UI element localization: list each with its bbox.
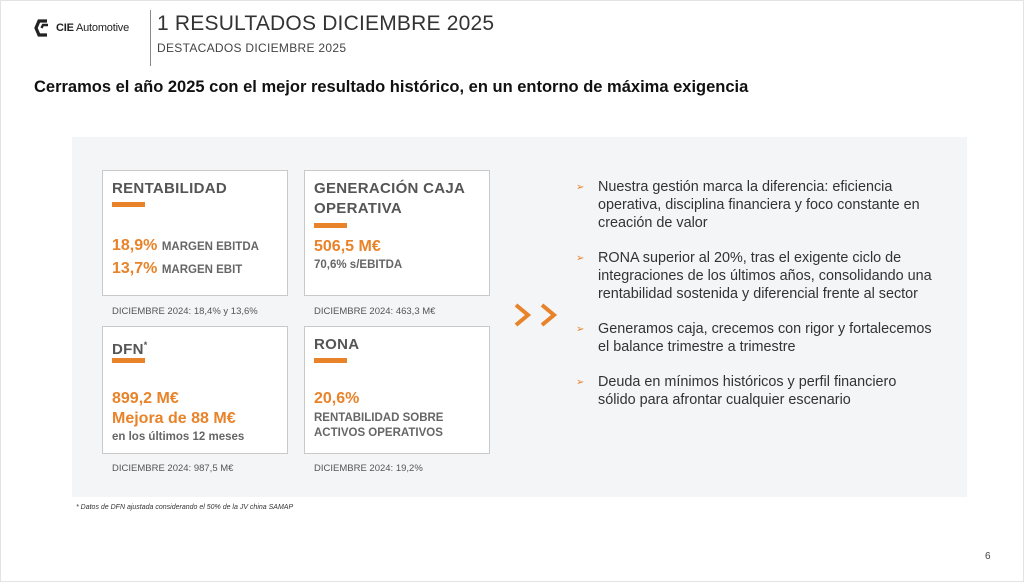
accent-bar bbox=[112, 358, 145, 363]
dfn-improvement: Mejora de 88 M€ bbox=[112, 410, 236, 427]
caja-value: 506,5 M€ bbox=[314, 238, 381, 255]
margen-ebitda-label: MARGEN EBITDA bbox=[161, 241, 259, 253]
list-item: ➢ Generamos caja, crecemos con rigor y fortalecemos el balance trimestre a trimestre bbox=[576, 321, 932, 355]
headline: Cerramos el año 2025 con el mejor resultado histórico, en un entorno de máxima exigencia bbox=[34, 78, 749, 96]
generacion-comparison-note: DICIEMBRE 2024: 463,3 M€ bbox=[314, 306, 436, 317]
margen-ebit-value: 13,7% bbox=[112, 260, 158, 277]
list-item: ➢ RONA superior al 20%, tras el exigente ciclo de integraciones de los últimos años, consolidando una rentabilidad sostenida y diferencial frente al sector bbox=[576, 250, 932, 302]
rentabilidad-values bbox=[112, 235, 259, 281]
card-title-line1: GENERACIÓN CAJA bbox=[314, 180, 466, 197]
card-rona bbox=[304, 326, 490, 454]
card-title-line2: OPERATIVA bbox=[314, 200, 402, 217]
margen-ebitda-value: 18,9% bbox=[112, 237, 158, 254]
card-title: RONA bbox=[314, 336, 360, 353]
rona-value: 20,6% bbox=[314, 390, 360, 407]
rona-label: RENTABILIDAD SOBRE ACTIVOS OPERATIVOS bbox=[314, 412, 444, 439]
accent-bar bbox=[314, 358, 347, 363]
list-item: ➢ Deuda en mínimos históricos y perfil financiero sólido para afrontar cualquier escenario bbox=[576, 374, 897, 408]
card-title bbox=[314, 179, 465, 219]
margen-ebit-label: MARGEN EBIT bbox=[161, 264, 243, 276]
dfn-value: 899,2 M€ bbox=[112, 390, 179, 407]
slide-title: 1 RESULTADOS DICIEMBRE 2025 bbox=[157, 12, 495, 35]
card-rentabilidad bbox=[102, 170, 288, 296]
accent-bar bbox=[314, 223, 347, 228]
arrow-bullet-icon: ➢ bbox=[576, 324, 585, 335]
slide-subtitle: DESTACADOS DICIEMBRE 2025 bbox=[157, 41, 347, 55]
page-number: 6 bbox=[985, 551, 991, 562]
card-title: DFN* bbox=[112, 340, 148, 358]
card-generacion-caja bbox=[304, 170, 490, 296]
accent-bar bbox=[112, 202, 145, 207]
arrow-bullet-icon: ➢ bbox=[576, 253, 585, 264]
arrow-bullet-icon: ➢ bbox=[576, 377, 585, 388]
brand-logo bbox=[34, 18, 129, 38]
dfn-comparison-note: DICIEMBRE 2024: 987,5 M€ bbox=[112, 463, 234, 474]
arrow-bullet-icon: ➢ bbox=[576, 182, 585, 193]
cie-logo-icon bbox=[34, 18, 52, 38]
caja-label: 70,6% s/EBITDA bbox=[314, 259, 403, 271]
card-title: RENTABILIDAD bbox=[112, 180, 227, 197]
header-divider bbox=[150, 10, 151, 66]
double-chevron-icon bbox=[512, 302, 562, 335]
footnote: * Datos de DFN ajustada considerando el 50% de la JV china SAMAP bbox=[76, 504, 294, 511]
brand-name: CIE Automotive bbox=[56, 22, 130, 34]
highlights-list bbox=[576, 178, 936, 426]
list-item: ➢ Nuestra gestión marca la diferencia: eficiencia operativa, disciplina financiera y foco constante en creación de valor bbox=[576, 179, 920, 231]
rentabilidad-comparison-note: DICIEMBRE 2024: 18,4% y 13,6% bbox=[112, 306, 258, 317]
card-dfn bbox=[102, 326, 288, 454]
rona-comparison-note: DICIEMBRE 2024: 19,2% bbox=[314, 463, 423, 474]
dfn-label: en los últimos 12 meses bbox=[112, 431, 245, 443]
